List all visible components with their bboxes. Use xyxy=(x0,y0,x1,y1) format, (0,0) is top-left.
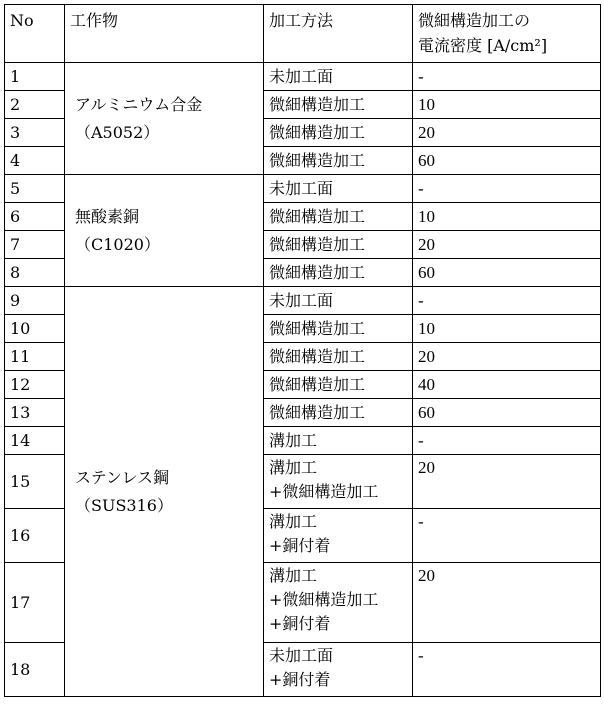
cell-workpiece-aluminum xyxy=(65,63,264,175)
cell-method xyxy=(264,287,413,315)
cell-no: 6 xyxy=(5,203,65,231)
table-row xyxy=(5,63,601,91)
cell-density: 40 xyxy=(413,371,601,399)
method-line: 溝加工 xyxy=(269,430,318,450)
method-line: 未加工面 xyxy=(269,178,334,198)
cell-method xyxy=(264,455,413,509)
workpiece-name: アルミニウム合金 xyxy=(75,94,203,114)
method-line: 微細構造加工 xyxy=(269,206,366,226)
cell-density: - xyxy=(413,427,601,455)
method-line: 微細構造加工 xyxy=(269,402,366,422)
cell-method xyxy=(264,315,413,343)
cell-density: 20 xyxy=(413,455,601,509)
cell-density: - xyxy=(413,287,601,315)
method-line: 未加工面 xyxy=(269,646,334,665)
cell-method xyxy=(264,399,413,427)
cell-method xyxy=(264,231,413,259)
cell-no: 11 xyxy=(5,343,65,371)
header-workpiece: 工作物 xyxy=(65,5,264,63)
cell-no: 7 xyxy=(5,231,65,259)
cell-no: 12 xyxy=(5,371,65,399)
header-current-density xyxy=(413,5,601,63)
workpiece-code: （SUS316） xyxy=(75,495,173,515)
cell-method xyxy=(264,563,413,643)
cell-method xyxy=(264,119,413,147)
cell-density: 10 xyxy=(413,315,601,343)
cell-density: 20 xyxy=(413,563,601,643)
method-line: 溝加工 xyxy=(269,566,318,585)
cell-method xyxy=(264,147,413,175)
cell-density: - xyxy=(413,643,601,697)
cell-method xyxy=(264,203,413,231)
method-line: 微細構造加工 xyxy=(269,346,366,366)
cell-density: 20 xyxy=(413,231,601,259)
method-line: +微細構造加工 xyxy=(269,590,379,609)
cell-method xyxy=(264,643,413,697)
table-body xyxy=(5,63,601,697)
method-line: 微細構造加工 xyxy=(269,150,366,170)
experiment-conditions-table xyxy=(4,4,601,697)
cell-no: 9 xyxy=(5,287,65,315)
header-density-line1: 微細構造加工の xyxy=(418,11,531,30)
cell-density: 20 xyxy=(413,343,601,371)
cell-no: 4 xyxy=(5,147,65,175)
method-line: 微細構造加工 xyxy=(269,234,366,254)
header-density-line2: 電流密度 [A/cm²] xyxy=(418,36,548,55)
cell-no: 1 xyxy=(5,63,65,91)
cell-no: 15 xyxy=(5,455,65,509)
method-line: +銅付着 xyxy=(269,670,331,689)
method-line: +銅付着 xyxy=(269,536,331,555)
cell-no: 2 xyxy=(5,91,65,119)
cell-no: 13 xyxy=(5,399,65,427)
table-header xyxy=(5,5,601,63)
method-line: 微細構造加工 xyxy=(269,122,366,142)
header-no: No xyxy=(5,5,65,63)
header-row xyxy=(5,5,601,63)
cell-no: 14 xyxy=(5,427,65,455)
cell-no: 16 xyxy=(5,509,65,563)
cell-density: 10 xyxy=(413,91,601,119)
cell-method xyxy=(264,91,413,119)
method-line: +微細構造加工 xyxy=(269,482,379,501)
workpiece-name: ステンレス鋼 xyxy=(75,467,170,487)
method-line: 溝加工 xyxy=(269,512,318,531)
cell-no: 18 xyxy=(5,643,65,697)
cell-method xyxy=(264,175,413,203)
cell-density: 20 xyxy=(413,119,601,147)
cell-density: 60 xyxy=(413,259,601,287)
method-line: 微細構造加工 xyxy=(269,94,366,114)
method-line: 未加工面 xyxy=(269,290,334,310)
workpiece-code: （A5052） xyxy=(75,122,160,142)
header-method: 加工方法 xyxy=(264,5,413,63)
workpiece-name: 無酸素銅 xyxy=(75,206,140,226)
cell-density: 60 xyxy=(413,399,601,427)
cell-method xyxy=(264,63,413,91)
cell-no: 5 xyxy=(5,175,65,203)
cell-workpiece-stainless-steel xyxy=(65,287,264,697)
cell-workpiece-oxygen-free-copper xyxy=(65,175,264,287)
method-line: 溝加工 xyxy=(269,458,318,477)
method-line: 微細構造加工 xyxy=(269,374,366,394)
cell-density: 10 xyxy=(413,203,601,231)
cell-density: 60 xyxy=(413,147,601,175)
method-line: 未加工面 xyxy=(269,66,334,86)
cell-method xyxy=(264,343,413,371)
cell-no: 17 xyxy=(5,563,65,643)
cell-density: - xyxy=(413,509,601,563)
cell-density: - xyxy=(413,175,601,203)
method-line: 微細構造加工 xyxy=(269,262,366,282)
workpiece-code: （C1020） xyxy=(75,234,160,254)
method-line: +銅付着 xyxy=(269,614,331,633)
cell-method xyxy=(264,427,413,455)
cell-no: 8 xyxy=(5,259,65,287)
cell-method xyxy=(264,259,413,287)
cell-no: 3 xyxy=(5,119,65,147)
table-row xyxy=(5,175,601,203)
cell-no: 10 xyxy=(5,315,65,343)
cell-method xyxy=(264,509,413,563)
table-row xyxy=(5,287,601,315)
cell-density: - xyxy=(413,63,601,91)
method-line: 微細構造加工 xyxy=(269,318,366,338)
cell-method xyxy=(264,371,413,399)
